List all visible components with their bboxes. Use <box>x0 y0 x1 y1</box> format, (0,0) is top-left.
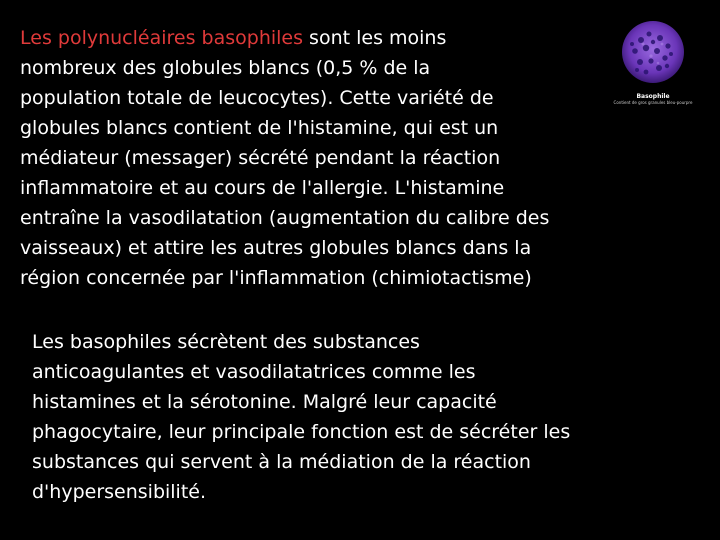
text-line: population totale de leucocytes). Cette variété de <box>20 87 494 109</box>
text-line: phagocytaire, leur principale fonction est de sécréter les <box>32 421 571 443</box>
text-line: substances qui servent à la médiation de la réaction <box>32 451 531 473</box>
paragraph-basophiles-intro <box>20 23 660 293</box>
basophil-cell-image <box>613 18 693 92</box>
text-line: Les polynucléaires basophiles sont les moins <box>20 27 447 49</box>
text-line: entraîne la vasodilatation (augmentation du calibre des <box>20 207 550 229</box>
text-line: région concernée par l'inflammation (chimiotactisme) <box>20 267 532 289</box>
text-line: histamines et la sérotonine. Malgré leur capacité <box>32 391 497 413</box>
text-line: anticoagulantes et vasodilatatrices comme les <box>32 361 476 383</box>
figure-title: Basophile <box>636 93 670 100</box>
text-line: d'hypersensibilité. <box>32 481 207 503</box>
paragraph-basophiles-function <box>32 327 692 507</box>
text-line: nombreux des globules blancs (0,5 % de la <box>20 57 431 79</box>
text-line: inflammatoire et au cours de l'allergie. L'histamine <box>20 177 505 199</box>
text-line: globules blancs contient de l'histamine, qui est un <box>20 117 499 139</box>
highlighted-term: Les polynucléaires basophiles <box>20 27 304 49</box>
basophil-figure <box>603 18 711 116</box>
text-line: vaisseaux) et attire les autres globules blancs dans la <box>20 237 532 259</box>
text-line: Les basophiles sécrètent des substances <box>32 331 420 353</box>
text-line: médiateur (messager) sécrété pendant la réaction <box>20 147 501 169</box>
figure-caption: Contient de gros granules bleu-pourpre <box>613 100 693 105</box>
